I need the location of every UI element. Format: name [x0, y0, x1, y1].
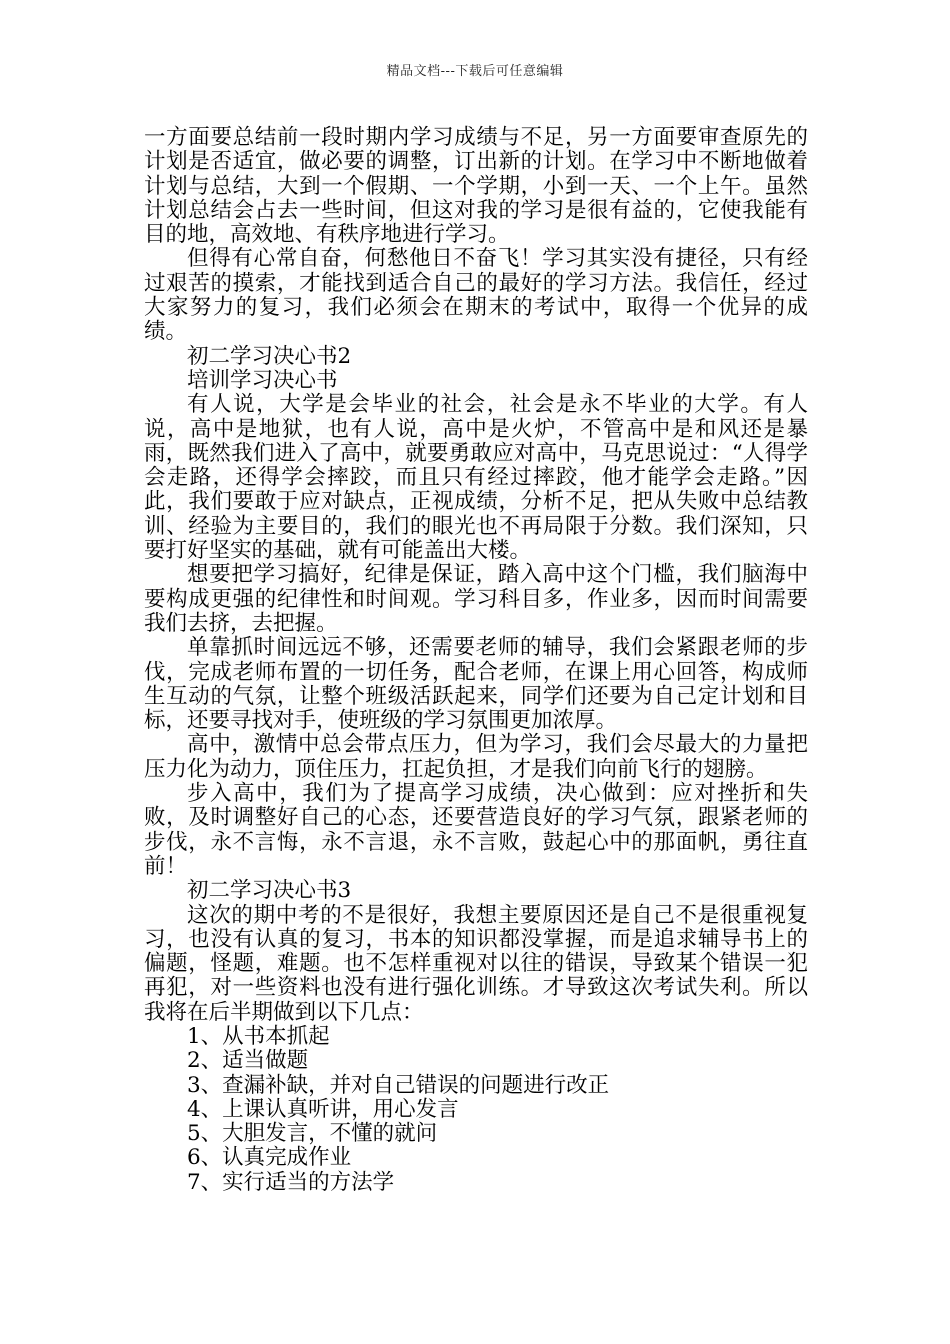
list-item: 3、查漏补缺，并对自己错误的问题进行改正: [187, 1072, 610, 1098]
paragraph: 步入高中，我们为了提高学习成绩，决心做到：应对挫折和失败，及时调整好自己的心态，还要营造良好的学习气氛，跟紧老师的步伐，永不言悔，永不言退，永不言败，鼓起心中的那面帆，勇往直前！: [144, 781, 808, 879]
paragraph: 但得有心常自奋，何愁他日不奋飞！学习其实没有捷径，只有经过艰苦的摸索，才能找到适合自己的最好的学习方法。我信任，经过大家努力的复习，我们必须会在期末的考试中，取得一个优异的成绩。: [144, 246, 808, 345]
paragraph: 这次的期中考的不是很好，我想主要原因还是自己不是很重视复习，也没有认真的复习，书本的知识都没掌握，而是追求辅导书上的偏题，怪题，难题。也不怎样重视对以往的错误，导致某个错误一犯再犯，对一些资料也没有进行强化训练。才导致这次考试失利。所以我将在后半期做到以下几点：: [144, 902, 808, 1025]
list-item: 5、大胆发言，不懂的就问: [187, 1121, 438, 1147]
page-header: 精品文档---下载后可任意编辑: [386, 64, 564, 79]
list-item: 7、实行适当的方法学: [187, 1169, 395, 1195]
section-heading: 初二学习决心书2: [187, 343, 352, 369]
document-body: [144, 126, 808, 1195]
section-subheading: 培训学习决心书: [187, 367, 338, 393]
paragraph: 有人说，大学是会毕业的社会，社会是永不毕业的大学。有人说，高中是地狱，也有人说，高中是火炉，不管高中是和风还是暴雨，既然我们进入了高中，就要勇敢应对高中，马克思说过：“人得学会走路，还得学会摔跤，而且只有经过摔跤，他才能学会走路。”因此，我们要敢于应对缺点，正视成绩，分析不足，把从失败中总结教训、经验为主要目的，我们的眼光也不再局限于分数。我们深知，只要打好坚实的基础，就有可能盖出大楼。: [144, 392, 808, 564]
section-heading: 初二学习决心书3: [187, 878, 352, 904]
paragraph: 单靠抓时间远远不够，还需要老师的辅导，我们会紧跟老师的步伐，完成老师布置的一切任务，配合老师，在课上用心回答，构成师生互动的气氛，让整个班级活跃起来，同学们还要为自己定计划和目标，还要寻找对手，使班级的学习氛围更加浓厚。: [144, 635, 808, 734]
list-item: 4、上课认真听讲，用心发言: [187, 1096, 459, 1122]
list-item: 2、适当做题: [187, 1048, 309, 1074]
paragraph: 一方面要总结前一段时期内学习成绩与不足，另一方面要审查原先的计划是否适宜，做必要的调整，订出新的计划。在学习中不断地做着计划与总结，大到一个假期、一个学期，小到一天、一个上午。虽然计划总结会占去一些时间，但这对我的学习是很有益的，它使我能有目的地，高效地、有秩序地进行学习。: [144, 125, 808, 248]
list-item: 6、认真完成作业: [187, 1145, 352, 1171]
list-item: 1、从书本抓起: [187, 1023, 330, 1049]
paragraph: 想要把学习搞好，纪律是保证，踏入高中这个门槛，我们脑海中要构成更强的纪律性和时间观。学习科目多，作业多，因而时间需要我们去挤，去把握。: [144, 562, 808, 636]
paragraph: 高中，激情中总会带点压力，但为学习，我们会尽最大的力量把压力化为动力，顶住压力，扛起负担，才是我们向前飞行的翅膀。: [144, 732, 808, 782]
